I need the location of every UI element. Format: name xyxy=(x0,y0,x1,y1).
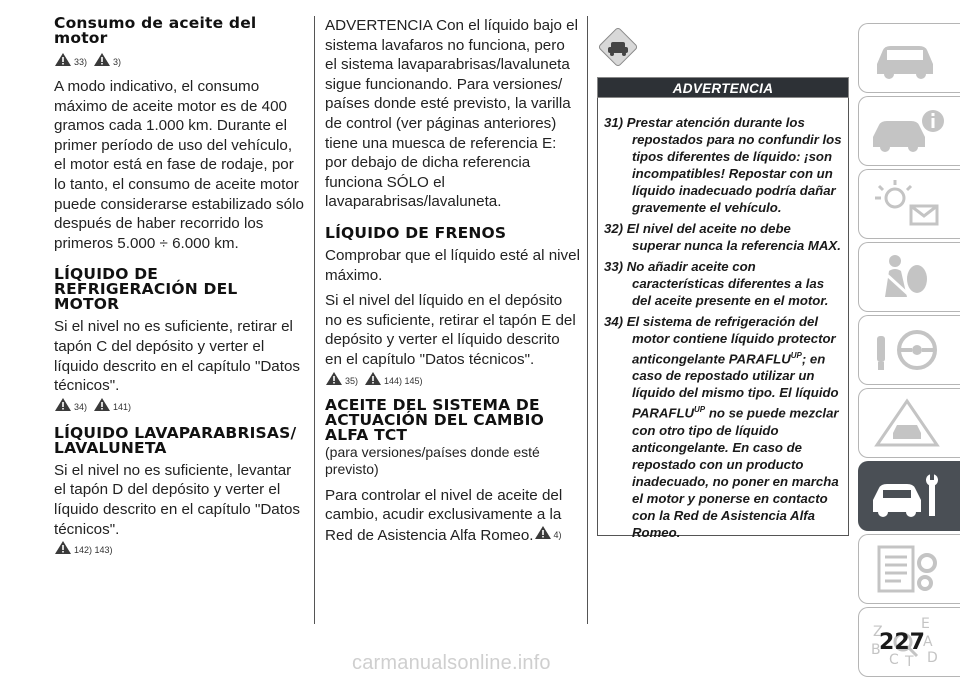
warning-item-34-part: no se puede mezclar con otro tipo de líquido anticongelante. En caso de repostado con un producto inadecuado, no poner en marcha el motor y ponerse en contacto con la Red de Asistencia Alfa Romeo. xyxy=(632,405,839,540)
warning-item-34 xyxy=(604,313,842,541)
brake-fluid-text-1: Comprobar que el líquido esté al nivel máximo. xyxy=(325,246,580,284)
tab-technical-data[interactable] xyxy=(858,534,960,604)
safety-tab-icon xyxy=(867,249,947,305)
ref-number: 33) xyxy=(74,57,88,67)
index-letter: D xyxy=(927,650,938,666)
watermark: carmanualsonline.info xyxy=(352,652,551,674)
warning-item-34-part: 34) El sistema de refrigeración del motor contiene líquido protector anticongelante PARAFLU xyxy=(604,314,836,367)
ref-number: 3) xyxy=(113,57,122,67)
oil-consumption-text: A modo indicativo, el consumo máximo de aceite motor es de 400 gramos cada 1.000 km. Durante el primer período de uso del vehículo, el motor está en fase de rodaje, por lo tanto, el consumo de aceite motor puede considerarse estabilizado sólo después de haber recorrido los primeros 5.000 ÷ 6.000 km. xyxy=(54,78,304,252)
ref-number: 144) 145) xyxy=(384,375,423,386)
tab-emergency[interactable] xyxy=(858,388,960,458)
technical-data-tab-icon xyxy=(867,541,947,597)
inline-warning-ref xyxy=(534,525,566,540)
warning-triangle-icon xyxy=(54,397,72,412)
tct-oil-text xyxy=(325,486,580,546)
caution-triangle-icon xyxy=(364,371,382,386)
warning-triangle-icon xyxy=(325,371,343,386)
tab-safety[interactable] xyxy=(858,242,960,312)
warning-lights-tab-icon xyxy=(867,176,947,232)
page-number: 227 xyxy=(879,630,925,655)
section-title-coolant: LÍQUIDO DE REFRIGERACIÓN DEL MOTOR xyxy=(54,265,238,314)
index-letter: C xyxy=(889,652,899,668)
caution-triangle-icon xyxy=(534,525,552,540)
column-middle xyxy=(325,16,580,551)
tab-warning-lights[interactable] xyxy=(858,169,960,239)
superscript-up: UP xyxy=(790,351,802,360)
tct-oil-subtitle: (para versiones/países donde esté previsto) xyxy=(325,443,540,477)
ref-number: 142) 143) xyxy=(74,545,113,556)
ref-number: 34) xyxy=(74,401,88,412)
maintenance-tab-icon xyxy=(867,468,947,524)
car-tab-icon xyxy=(867,30,947,86)
driving-tab-icon xyxy=(867,322,947,378)
section-title-washer-fluid: LÍQUIDO LAVAPARABRISAS/ LAVALUNETA xyxy=(54,423,297,457)
washer-fluid-text: Si el nivel no es suficiente, levantar el tapón D del depósito y verter el líquido descrito en el capítulo "Datos técnicos". xyxy=(54,461,301,538)
section-title-tct-oil: ACEITE DEL SISTEMA DE ACTUACIÓN DEL CAMBIO ALFA TCT xyxy=(325,395,545,444)
section-title-oil-consumption: Consumo de aceite del motor xyxy=(54,14,257,47)
tab-vehicle[interactable] xyxy=(858,23,960,93)
tab-maintenance[interactable] xyxy=(858,461,960,531)
tab-driving[interactable] xyxy=(858,315,960,385)
index-letter: Z xyxy=(873,624,883,640)
index-letter: T xyxy=(905,654,914,670)
caution-triangle-icon xyxy=(54,540,72,555)
index-letter: B xyxy=(871,642,881,658)
warning-refs xyxy=(54,539,304,555)
coolant-text: Si el nivel no es suficiente, retirar el tapón C del depósito y verter el líquido descrito en el capítulo "Datos técnicos". xyxy=(54,318,301,395)
section-title-brake-fluid: LÍQUIDO DE FRENOS xyxy=(325,223,507,242)
warning-box xyxy=(597,98,849,540)
column-left xyxy=(54,16,304,565)
warning-refs xyxy=(325,370,580,386)
warning-item: 33) No añadir aceite con características diferentes a las del aceite presente en el motor. xyxy=(604,259,829,308)
slippery-road-warning-icon xyxy=(597,26,639,68)
ref-number: 4) xyxy=(553,529,562,540)
car-info-tab-icon xyxy=(867,103,947,159)
caution-triangle-icon xyxy=(93,52,111,67)
tct-oil-text-body: Para controlar el nivel de aceite del cambio, acudir exclusivamente a la Red de Asistencia Alfa Romeo. xyxy=(325,486,563,544)
warning-triangle-icon xyxy=(54,52,72,67)
tab-vehicle-info[interactable] xyxy=(858,96,960,166)
warning-item-34-part: ; en caso de repostado utilizar un líquido del mismo tipo. El líquido PARAFLU xyxy=(632,351,839,421)
ref-number: 35) xyxy=(345,375,359,386)
warning-banner: ADVERTENCIA xyxy=(597,77,849,98)
ref-number: 141) xyxy=(113,401,132,412)
caution-triangle-icon xyxy=(93,397,111,412)
headlight-washer-text: ADVERTENCIA Con el líquido bajo el sistema lavafaros no funciona, pero el sistema lavaparabrisas/lavaluneta sigue funcionando. Para versiones/ países donde esté previsto, la varilla de control (ver páginas anteriores) tiene una muesca de referencia E: por debajo de dicha referencia funciona SÓLO el lavaparabrisas/lavaluneta. xyxy=(325,17,578,211)
warning-refs xyxy=(54,51,304,67)
index-letter: A xyxy=(923,634,933,650)
warning-item: 31) Prestar atención durante los repostados para no confundir los tipos diferentes de líquido: ¡son incompatibles! Repostar con un líquido inadecuado podría dañar gravemente el vehículo. xyxy=(604,115,842,215)
column-right xyxy=(597,16,849,540)
warning-item: 32) El nivel del aceite no debe superar nunca la referencia MAX. xyxy=(604,221,841,253)
warning-refs xyxy=(54,396,304,412)
column-divider xyxy=(587,16,588,624)
superscript-up: UP xyxy=(694,405,706,415)
brake-fluid-text-2: Si el nivel del líquido en el depósito no es suficiente, retirar el tapón E del depósito y verter el líquido descrito en el capítulo "Datos técnicos". xyxy=(325,292,576,368)
chapter-tabs xyxy=(858,23,960,680)
index-letter: E xyxy=(921,616,930,632)
emergency-tab-icon xyxy=(867,395,947,451)
column-divider xyxy=(314,16,315,624)
